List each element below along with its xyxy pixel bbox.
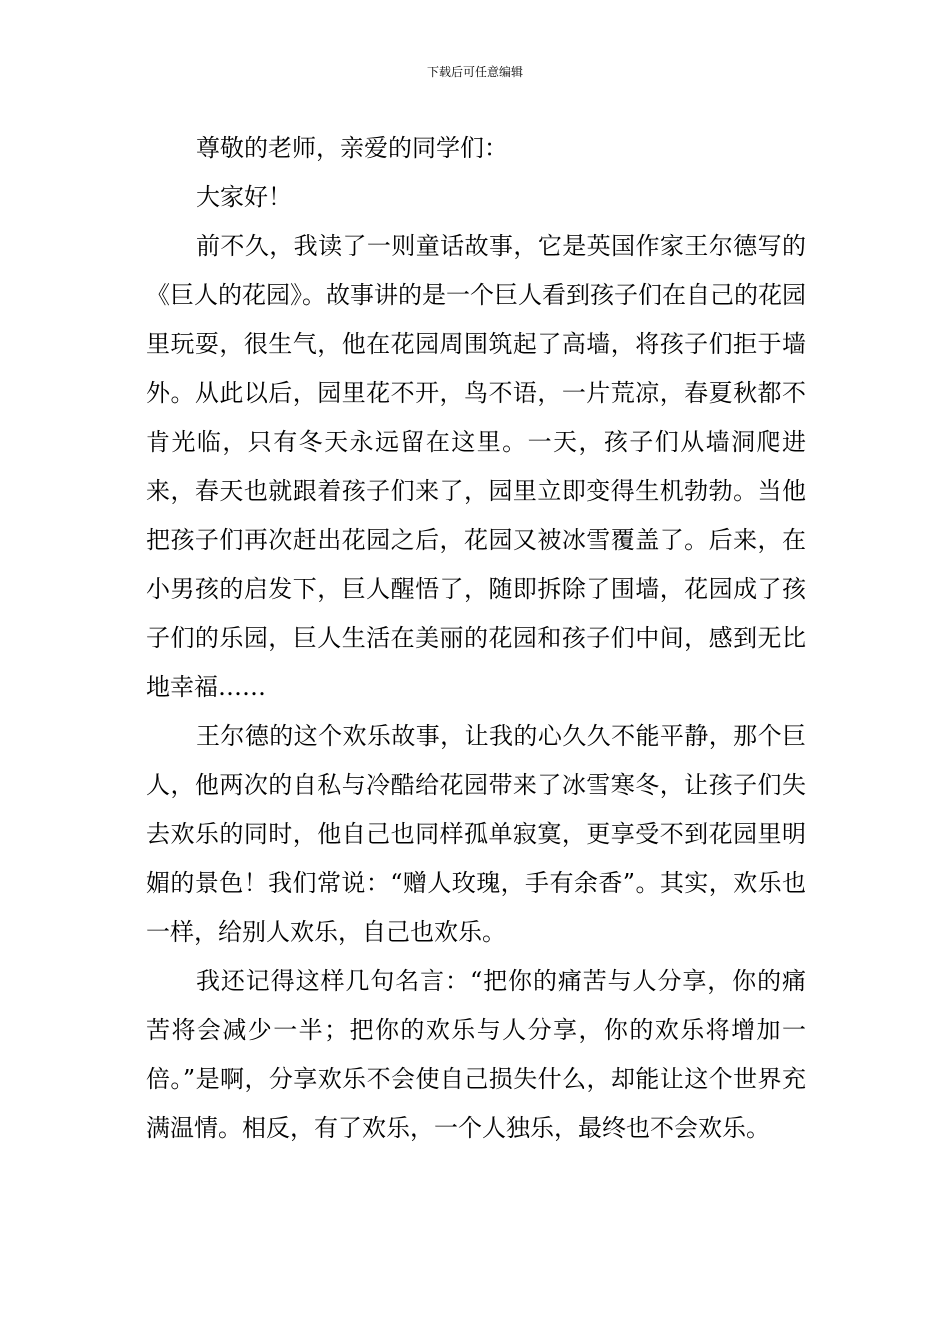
greeting: 大家好！ xyxy=(196,183,292,211)
paragraph: 前不久，我读了一则童话故事，它是英国作家王尔德写的《巨人的花园》。故事讲的是一个巨人看到孩子们在自己的花园里玩耍，很生气，他在花园周围筑起了高墙，将孩子们拒于墙外。从此以后，园里花不开，鸟不语，一片荒凉，春夏秋都不肯光临，只有冬天永远留在这里。一天，孩子们从墙洞爬进来，春天也就跟着孩子们来了，园里立即变得生机勃勃。当他把孩子们再次赶出花园之后，花园又被冰雪覆盖了。后来，在小男孩的启发下，巨人醒悟了，随即拆除了围墙，花园成了孩子们的乐园，巨人生活在美丽的花园和孩子们中间，感到无比地幸福…… xyxy=(146,232,806,701)
salutation: 尊敬的老师，亲爱的同学们： xyxy=(196,134,508,162)
paragraph: 我还记得这样几句名言：“把你的痛苦与人分享，你的痛苦将会减少一半；把你的欢乐与人分享，你的欢乐将增加一倍。”是啊，分享欢乐不会使自己损失什么，却能让这个世界充满温情。相反，有了欢乐，一个人独乐，最终也不会欢乐。 xyxy=(146,967,806,1142)
paragraph: 王尔德的这个欢乐故事，让我的心久久不能平静，那个巨人，他两次的自私与冷酷给花园带来了冰雪寒冬，让孩子们失去欢乐的同时，他自己也同样孤单寂寞，更享受不到花园里明媚的景色！我们常说：“赠人玫瑰，手有余香”。其实，欢乐也一样，给别人欢乐，自己也欢乐。 xyxy=(146,722,806,946)
document-body xyxy=(146,124,806,1153)
page-header: 下载后可任意编辑 xyxy=(426,65,523,79)
